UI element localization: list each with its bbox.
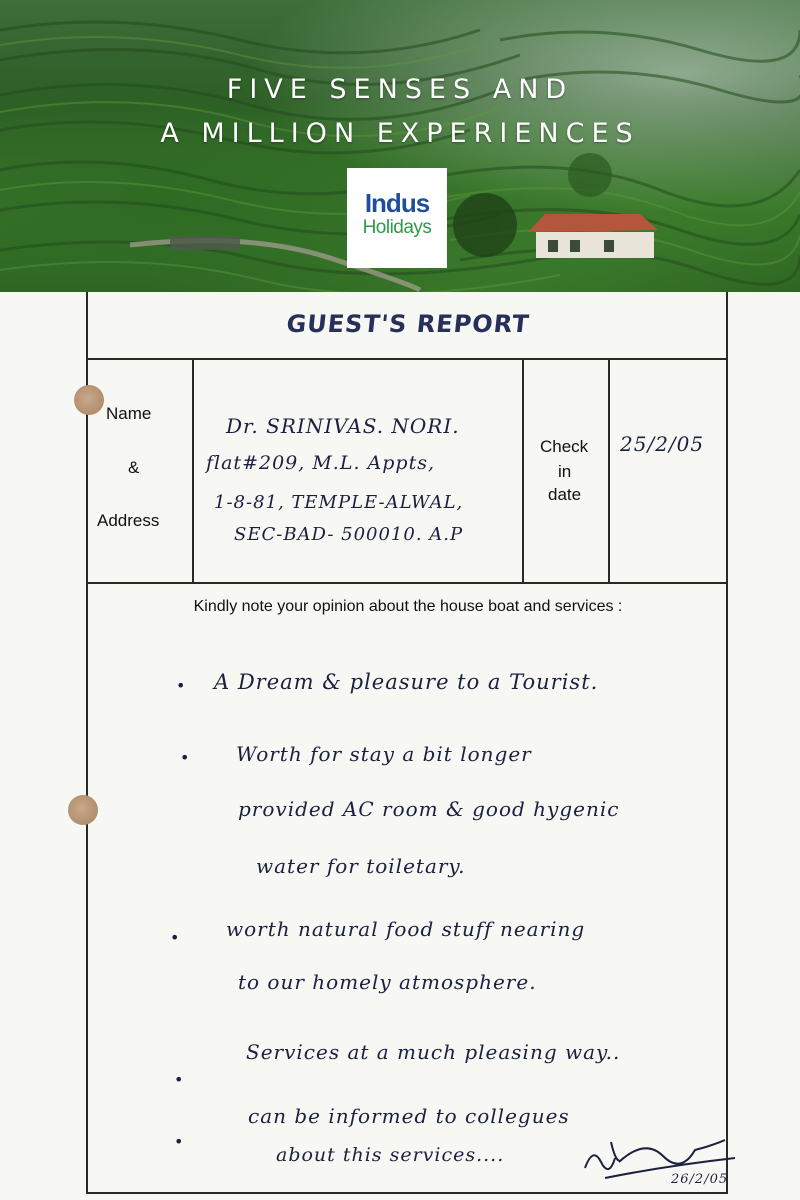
address-label: Address (97, 511, 160, 530)
opinion-line-6: to our homely atmosphere. (238, 970, 537, 994)
form-title: GUEST'S REPORT (285, 310, 531, 338)
opinion-line-7: Services at a much pleasing way.. (246, 1040, 621, 1064)
logo-sub-text: Holidays (362, 217, 432, 238)
bullet: • (180, 748, 190, 767)
opinion-line-3: provided AC room & good hygenic (238, 797, 620, 821)
logo-brand-text: Indus (364, 188, 430, 218)
opinion-line-2: Worth for stay a bit longer (236, 742, 532, 766)
guest-address-line-2: 1-8-81, TEMPLE-ALWAL, (214, 492, 464, 513)
punch-hole (74, 385, 104, 415)
row-divider (88, 582, 728, 584)
name-label: Name (106, 404, 152, 423)
opinion-line-5: worth natural food stuff nearing (226, 917, 586, 941)
bullet: • (174, 1070, 184, 1089)
check-in-label-line-3: date (548, 485, 582, 504)
bullet: • (176, 676, 186, 695)
slogan-line-1: FIVE SENSES AND (226, 74, 574, 105)
slogan-line-2: A MILLION EXPERIENCES (160, 118, 640, 149)
guest-report-form (86, 292, 728, 1194)
row-divider (88, 358, 728, 360)
indus-holidays-logo (347, 168, 447, 268)
check-in-date: 25/2/05 (620, 432, 705, 456)
column-divider (608, 359, 610, 583)
guest-address-line-1: flat#209, M.L. Appts, (206, 452, 435, 474)
ampersand-label: & (128, 458, 140, 477)
opinion-line-9: about this services.... (276, 1144, 505, 1166)
bullet: • (174, 1132, 184, 1151)
column-divider (522, 359, 524, 583)
punch-hole (68, 795, 98, 825)
check-in-label-line-1: Check (540, 437, 589, 456)
guest-signature (575, 1128, 745, 1199)
guest-name: Dr. SRINIVAS. NORI. (226, 414, 460, 438)
opinion-prompt: Kindly note your opinion about the house boat and services : (193, 598, 623, 615)
bullet: • (170, 928, 180, 947)
column-divider (192, 359, 194, 583)
opinion-line-8: can be informed to collegues (248, 1104, 570, 1128)
header-banner (0, 0, 800, 292)
opinion-line-1: A Dream & pleasure to a Tourist. (214, 670, 599, 694)
check-in-label-line-2: in (558, 462, 572, 481)
opinion-line-4: water for toiletary. (256, 854, 466, 878)
signature-date: 26/2/05 (671, 1172, 729, 1187)
guest-address-line-3: SEC-BAD- 500010. A.P (234, 524, 464, 545)
